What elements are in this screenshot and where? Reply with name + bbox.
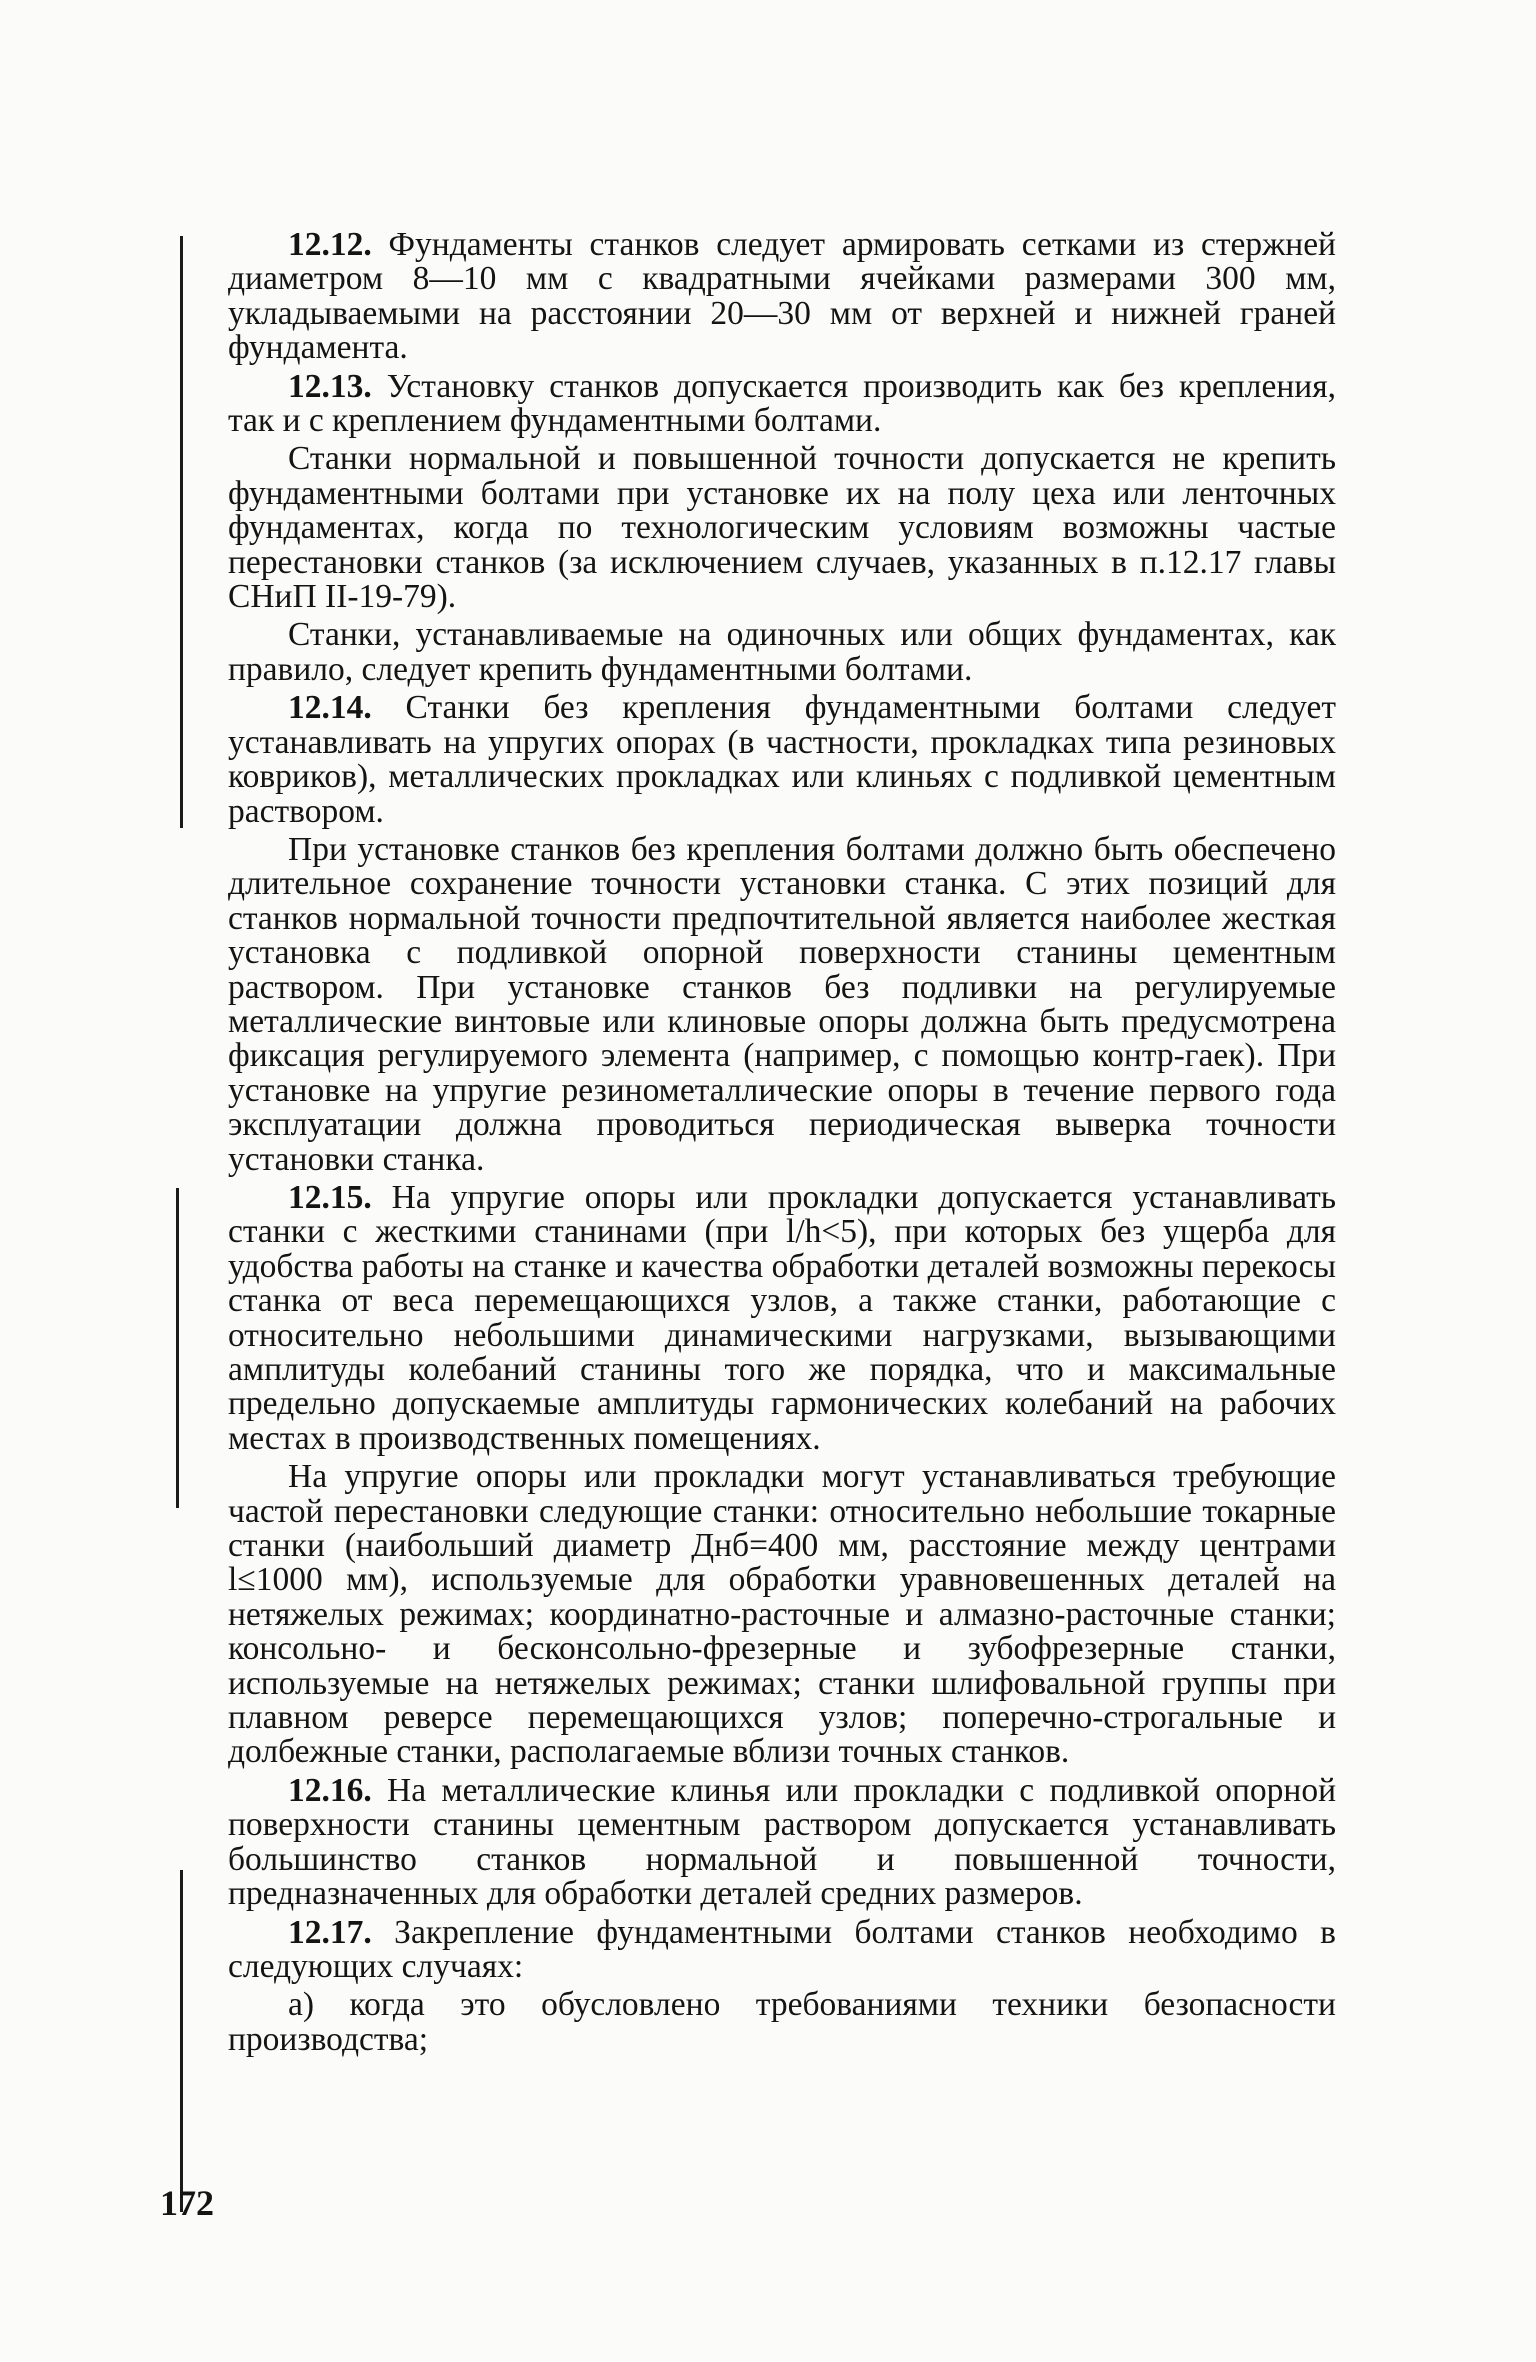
paragraph-text-block — [228, 442, 1336, 614]
paragraph-12-16 — [228, 1771, 1336, 1913]
paragraph-text: а) когда это обусловлено требованиями техники безопасности производства; — [228, 1986, 1336, 2058]
paragraph-text: Фундаменты станков следует армировать сетками из стержней диаметром 8—10 мм с квадратными ячейками размерами 300 мм, укладываемыми на расстоянии 20—30 мм от верхней и нижней граней фундамента. — [228, 226, 1336, 367]
paragraph-12-13 — [228, 367, 1336, 440]
paragraph-12-12 — [228, 228, 1336, 366]
text-column — [228, 228, 1336, 2057]
paragraph-text-block — [228, 1460, 1336, 1770]
paragraph-text: Станки нормальной и повышенной точности допускается не крепить фундаментными болтами при установке их на полу цеха или ленточных фундаментах, когда по технологическим условиям возможны частые перестановки станков (за исключением случаев, указанных в п.12.17 главы СНиП II-19-79). — [228, 440, 1336, 616]
clause-number: 12.17. — [288, 1913, 372, 1951]
paragraph-12-14 — [228, 691, 1336, 829]
clause-number: 12.14. — [288, 689, 372, 727]
margin-rule-2 — [176, 1188, 179, 1508]
paragraph-text: На упругие опоры или прокладки могут устанавливаться требующие частой перестановки следующие станки: относительно небольшие токарные станки (наибольший диаметр Днб=400 мм, расстояние между центрами l≤1000 мм), используемые для обработки уравновешенных деталей на нетяжелых режимах; координатно-расточные и алмазно-расточные станки; консольно- и бесконсольно-фрезерные и зубофрезерные станки, используемые на нетяжелых режимах; станки шлифовальной группы при плавном реверсе перемещающихся узлов; поперечно-строгальные и долбежные станки, располагаемые вблизи точных станков. — [228, 1458, 1336, 1771]
paragraph-text: При установке станков без крепления болтами должно быть обеспечено длительное сохранение точности установки станка. С этих позиций для станков нормальной точности предпочтительной является наиболее жесткая установка с подливкой опорной поверхности станины цементным раствором. При установке станков без подливки на регулируемые металлические винтовые или клиновые опоры должна быть предусмотрена фиксация регулируемого элемента (например, с помощью контр-гаек). При установке на упругие резинометаллические опоры в течение первого года эксплуатации должна проводиться периодическая выверка точности установки станка. — [228, 830, 1336, 1178]
paragraph-text: Установку станков допускается производить как без крепления, так и с креплением фундаментными болтами. — [228, 367, 1336, 440]
margin-rule-3 — [180, 1870, 183, 2212]
paragraph-text: Закрепление фундаментными болтами станков необходимо в следующих случаях: — [228, 1913, 1336, 1985]
paragraph-text-block — [228, 830, 1336, 1178]
paragraph-12-17 — [228, 1913, 1336, 1985]
paragraph-text: На упругие опоры или прокладки допускается устанавливать станки с жесткими станинами (при l/h<5), при которых без ущерба для удобства работы на станке и качества обработки деталей возможны перекосы станка от веса перемещающихся узлов, а также станки, работающие с относительно небольшими динамическими нагрузками, вызывающими амплитуды колебаний станины того же порядка, что и максимальные предельно допускаемые амплитуды гармонических колебаний на рабочих местах в производственных помещениях. — [228, 1178, 1336, 1457]
paragraph-list-item-a — [228, 1988, 1336, 2057]
margin-rule-1 — [180, 236, 183, 828]
paragraph-text: Станки без крепления фундаментными болтами следует устанавливать на упругих опорах (в частности, прокладках типа резиновых ковриков), металлических прокладках или клиньях с подливкой цементным раствором. — [228, 689, 1336, 830]
clause-number: 12.12. — [288, 226, 372, 263]
paragraph-text-block — [228, 618, 1336, 687]
page-number: 172 — [160, 2183, 214, 2223]
paragraph-text: Станки, устанавливаемые на одиночных или общих фундаментах, как правило, следует крепить фундаментными болтами. — [228, 616, 1336, 688]
clause-number: 12.13. — [288, 367, 372, 405]
clause-number: 12.16. — [288, 1771, 372, 1809]
paragraph-12-15 — [228, 1178, 1336, 1457]
clause-number: 12.15. — [288, 1178, 372, 1216]
paragraph-text: На металлические клинья или прокладки с подливкой опорной поверхности станины цементным раствором допускается устанавливать большинство станков нормальной и повышенной точности, предназначенных для обработки деталей средних размеров. — [228, 1771, 1336, 1913]
